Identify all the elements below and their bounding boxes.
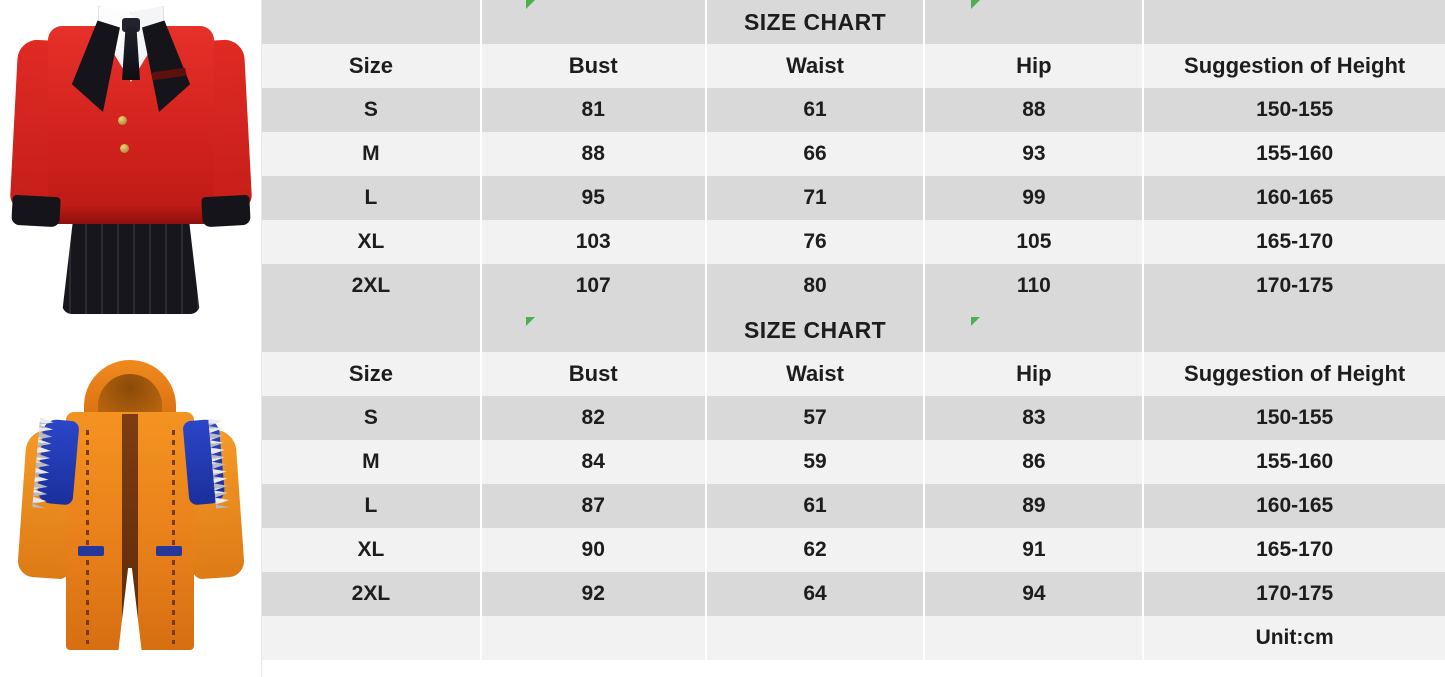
chart-2-title-spacer-left bbox=[262, 308, 481, 352]
cell-waist: 62 bbox=[706, 528, 925, 572]
red-blazer-illustration bbox=[0, 0, 262, 338]
corner-marker-icon bbox=[526, 0, 535, 9]
cell-size: S bbox=[262, 396, 481, 440]
table-row bbox=[262, 440, 1445, 484]
orange-coat-illustration bbox=[0, 338, 262, 677]
cell-size: 2XL bbox=[262, 264, 481, 308]
chart-2-col-hip: Hip bbox=[924, 352, 1143, 396]
cell-bust: 92 bbox=[481, 572, 706, 616]
chart-2-col-height: Suggestion of Height bbox=[1143, 352, 1445, 396]
table-row bbox=[262, 88, 1445, 132]
chart-1-col-height: Suggestion of Height bbox=[1143, 44, 1445, 88]
cell-waist: 57 bbox=[706, 396, 925, 440]
cell-bust: 103 bbox=[481, 220, 706, 264]
cell-size: L bbox=[262, 176, 481, 220]
corner-marker-icon bbox=[971, 317, 980, 326]
cell-waist: 59 bbox=[706, 440, 925, 484]
table-row bbox=[262, 264, 1445, 308]
cell-height: 150-155 bbox=[1143, 396, 1445, 440]
cell-bust: 88 bbox=[481, 132, 706, 176]
cell-bust: 81 bbox=[481, 88, 706, 132]
chart-1-title-spacer-hip bbox=[924, 0, 1143, 44]
cell-size: XL bbox=[262, 528, 481, 572]
cell-size: M bbox=[262, 440, 481, 484]
blazer-cuff-right bbox=[201, 195, 251, 227]
cell-height: 160-165 bbox=[1143, 176, 1445, 220]
unit-spacer-3 bbox=[706, 616, 925, 660]
unit-note: Unit:cm bbox=[1143, 616, 1445, 660]
cell-waist: 64 bbox=[706, 572, 925, 616]
unit-note-row bbox=[262, 616, 1445, 660]
product-photo-orange-coat bbox=[0, 338, 262, 677]
chart-1-col-size: Size bbox=[262, 44, 481, 88]
cell-height: 165-170 bbox=[1143, 528, 1445, 572]
chart-2-title: SIZE CHART bbox=[706, 308, 925, 352]
cell-hip: 83 bbox=[924, 396, 1143, 440]
cell-bust: 87 bbox=[481, 484, 706, 528]
cell-bust: 107 bbox=[481, 264, 706, 308]
chart-2-col-size: Size bbox=[262, 352, 481, 396]
cell-height: 160-165 bbox=[1143, 484, 1445, 528]
blazer-cuff-left bbox=[11, 195, 61, 227]
blazer-hem bbox=[48, 206, 214, 224]
cell-waist: 61 bbox=[706, 88, 925, 132]
cell-bust: 84 bbox=[481, 440, 706, 484]
corner-marker-icon bbox=[526, 317, 535, 326]
unit-spacer-2 bbox=[481, 616, 706, 660]
cell-hip: 105 bbox=[924, 220, 1143, 264]
coat-stitching-right bbox=[172, 430, 175, 644]
cell-height: 155-160 bbox=[1143, 132, 1445, 176]
cell-height: 150-155 bbox=[1143, 88, 1445, 132]
cell-hip: 94 bbox=[924, 572, 1143, 616]
chart-2-title-spacer-hip bbox=[924, 308, 1143, 352]
chart-1-col-bust: Bust bbox=[481, 44, 706, 88]
cell-hip: 91 bbox=[924, 528, 1143, 572]
coat-pocket-left bbox=[78, 546, 104, 556]
size-chart-table-1 bbox=[262, 0, 1445, 308]
cell-hip: 93 bbox=[924, 132, 1143, 176]
table-row bbox=[262, 396, 1445, 440]
cell-height: 170-175 bbox=[1143, 572, 1445, 616]
table-row bbox=[262, 176, 1445, 220]
unit-spacer-1 bbox=[262, 616, 481, 660]
cell-waist: 61 bbox=[706, 484, 925, 528]
cell-hip: 110 bbox=[924, 264, 1143, 308]
corner-marker-icon bbox=[971, 0, 980, 9]
chart-1-title-spacer-left bbox=[262, 0, 481, 44]
cell-waist: 76 bbox=[706, 220, 925, 264]
chart-1-title-row bbox=[262, 0, 1445, 44]
chart-1-title-spacer-right bbox=[1143, 0, 1445, 44]
chart-1-col-waist: Waist bbox=[706, 44, 925, 88]
cell-bust: 90 bbox=[481, 528, 706, 572]
chart-2-col-bust: Bust bbox=[481, 352, 706, 396]
chart-2-header-row bbox=[262, 352, 1445, 396]
cell-bust: 95 bbox=[481, 176, 706, 220]
chart-2-title-spacer-mid bbox=[481, 308, 706, 352]
coat-pocket-right bbox=[156, 546, 182, 556]
cell-size: M bbox=[262, 132, 481, 176]
cell-height: 170-175 bbox=[1143, 264, 1445, 308]
cell-hip: 99 bbox=[924, 176, 1143, 220]
table-row bbox=[262, 528, 1445, 572]
chart-2-title-row bbox=[262, 308, 1445, 352]
coat-shoulder-piece-left bbox=[36, 419, 79, 506]
product-images-column bbox=[0, 0, 262, 677]
product-photo-red-blazer bbox=[0, 0, 262, 338]
cell-size: S bbox=[262, 88, 481, 132]
chart-2-title-spacer-right bbox=[1143, 308, 1445, 352]
cell-size: 2XL bbox=[262, 572, 481, 616]
blazer-button-bottom bbox=[120, 144, 129, 153]
coat-stitching-left bbox=[86, 430, 89, 644]
cell-hip: 88 bbox=[924, 88, 1143, 132]
cell-size: XL bbox=[262, 220, 481, 264]
cell-waist: 71 bbox=[706, 176, 925, 220]
table-row bbox=[262, 484, 1445, 528]
cell-waist: 80 bbox=[706, 264, 925, 308]
blazer-button-top bbox=[118, 116, 127, 125]
size-chart-column bbox=[262, 0, 1445, 677]
chart-1-header-row bbox=[262, 44, 1445, 88]
cell-size: L bbox=[262, 484, 481, 528]
cell-waist: 66 bbox=[706, 132, 925, 176]
table-row bbox=[262, 572, 1445, 616]
cell-hip: 89 bbox=[924, 484, 1143, 528]
table-row bbox=[262, 220, 1445, 264]
cell-bust: 82 bbox=[481, 396, 706, 440]
chart-2-col-waist: Waist bbox=[706, 352, 925, 396]
cell-height: 155-160 bbox=[1143, 440, 1445, 484]
chart-1-col-hip: Hip bbox=[924, 44, 1143, 88]
chart-1-title: SIZE CHART bbox=[706, 0, 925, 44]
table-row bbox=[262, 132, 1445, 176]
size-chart-table-2 bbox=[262, 308, 1445, 660]
cell-height: 165-170 bbox=[1143, 220, 1445, 264]
unit-spacer-4 bbox=[924, 616, 1143, 660]
cell-hip: 86 bbox=[924, 440, 1143, 484]
chart-1-title-spacer-mid bbox=[481, 0, 706, 44]
